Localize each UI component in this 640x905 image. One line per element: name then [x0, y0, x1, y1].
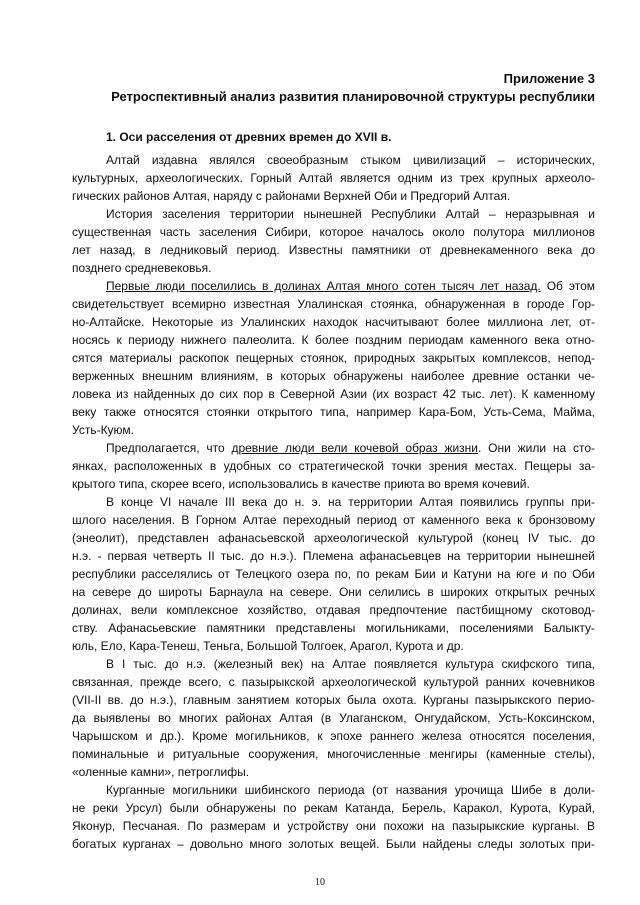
text-line: связанная, прежде всего, с пазырыкской археологической культурой ранних кочевников	[72, 675, 595, 689]
underlined-phrase: Первые люди поселились в долинах Алтая много сотен тысяч лет назад.	[106, 279, 541, 293]
text-line: верженных внешним влияниям, в которых обнаружены наиболее древние останки че-	[72, 369, 595, 383]
page-number: 10	[315, 877, 325, 888]
body-text	[72, 151, 595, 853]
text-line: ству. Афанасьевские памятники представлены могильниками, поселениями Балыкту-	[72, 621, 595, 635]
text-line: на севере до широты Барнаула на севере. Они селились в широких открытых речных	[72, 585, 595, 599]
text-line: существенная часть заселения Сибири, которое началось около полутора миллионов	[72, 225, 595, 239]
text-line: н.э. - первая четверть II тыс. до н.э.). Племена афанасьевцев на территории нынешней	[72, 549, 595, 563]
text-line: сятся материалы раскопок пещерных стоянок, природных закрытых комплексов, непод-	[72, 351, 595, 365]
text-fragment: Предполагается, что	[106, 441, 232, 455]
underlined-phrase: древние люди вели кочевой образ жизни	[231, 441, 479, 455]
text-line: крытого типа, скорее всего, использовались в качестве приюта во время кочевий.	[72, 477, 530, 491]
text-line: юль, Ело, Кара-Тенеш, Теньга, Большой Толгоек, Арагол, Курота и др.	[72, 639, 464, 653]
text-line: Алтай издавна являлся своеобразным стыком цивилизаций – исторических,	[106, 153, 595, 167]
section-heading: 1. Оси расселения от древних времен до XVII в.	[106, 130, 392, 144]
text-line: но-Алтайске. Некоторые из Улалинских находок насчитывают более миллиона лет, от-	[72, 315, 595, 329]
text-line: долинах, вели комплексное хозяйство, отдавая предпочтение пастбищному скотовод-	[72, 603, 595, 617]
text-line: (энеолит), представлен афанасьевской археологической культурой (конец IV тыс. до	[72, 531, 595, 545]
text-line: ловека из найденных до сих пор в Северной Азии (их возраст 42 тыс. лет). К каменному	[72, 387, 595, 401]
text-line: «оленные камни», петроглифы.	[72, 765, 250, 779]
text-line: да выявлены во многих районах Алтая (в Улаганском, Онгудайском, Усть-Коксинском,	[72, 711, 595, 725]
text-line: веку также относятся стоянки открытого типа, например Кара-Бом, Усть-Сема, Майма,	[72, 405, 595, 419]
text-line: не реки Урсул) были обнаружены по рекам Катанда, Берель, Каракол, Курота, Курай,	[72, 801, 595, 815]
text-line: гических районов Алтая, наряду с районами Верхней Оби и Предгорий Алтая.	[72, 189, 511, 203]
text-line	[72, 439, 595, 457]
text-line: свидетельствует всемирно известная Улалинская стоянка, обнаруженная в городе Гор-	[72, 297, 595, 311]
text-line: шлого населения. В Горном Алтае переходный период от каменного века к бронзовому	[72, 513, 595, 527]
text-line: республики расселялись от Телецкого озера по, по рекам Бии и Катуни на юге и по Оби	[72, 567, 595, 581]
text-line: поминальные и ритуальные сооружения, многочисленные менгиры (каменные стелы),	[72, 747, 595, 761]
text-line: позднего средневековья.	[72, 261, 212, 275]
text-line: В I тыс. до н.э. (железный век) на Алтае появляется культура скифского типа,	[106, 657, 595, 671]
appendix-label: Приложение 3	[503, 71, 595, 86]
text-line: янках, расположенных в удобных со стратегической точки зрения местах. Пещеры за-	[72, 459, 595, 473]
text-line	[72, 277, 595, 295]
text-fragment: Об этом	[540, 279, 595, 293]
page-title: Ретроспективный анализ развития планировочной структуры республики	[111, 89, 595, 104]
text-line: Чарышском и др.). Кроме могильников, к эпохе раннего железа относятся поселения,	[72, 729, 595, 743]
text-line: (VII-II вв. до н.э.), главным занятием которых была охота. Курганы пазырыкского перио-	[72, 693, 595, 707]
text-line: В конце VI начале III века до н. э. на территории Алтая появились группы при-	[106, 495, 595, 509]
text-line: Яконур, Песчаная. По размерам и устройству они похожи на пазырыкские курганы. В	[72, 819, 595, 833]
text-line: Усть-Куюм.	[72, 423, 135, 437]
text-line: лет назад, в ледниковый период. Известны памятники от древнекаменного века до	[72, 243, 595, 257]
text-line: Курганные могильники шибинского периода (от названия урочища Шибе в доли-	[106, 783, 595, 797]
text-line: носясь к периоду нижнего палеолита. К более поздним периодам каменного века отно-	[72, 333, 595, 347]
text-line: История заселения территории нынешней Республики Алтай – неразрывная и	[106, 207, 595, 221]
text-line: культурных, археологических. Горный Алтай является одним из трех крупных археоло-	[72, 171, 595, 185]
text-line: богатых курганах – довольно много золотых вещей. Были найдены следы золотых при-	[72, 837, 595, 851]
text-fragment: . Они жили на сто-	[478, 441, 595, 455]
